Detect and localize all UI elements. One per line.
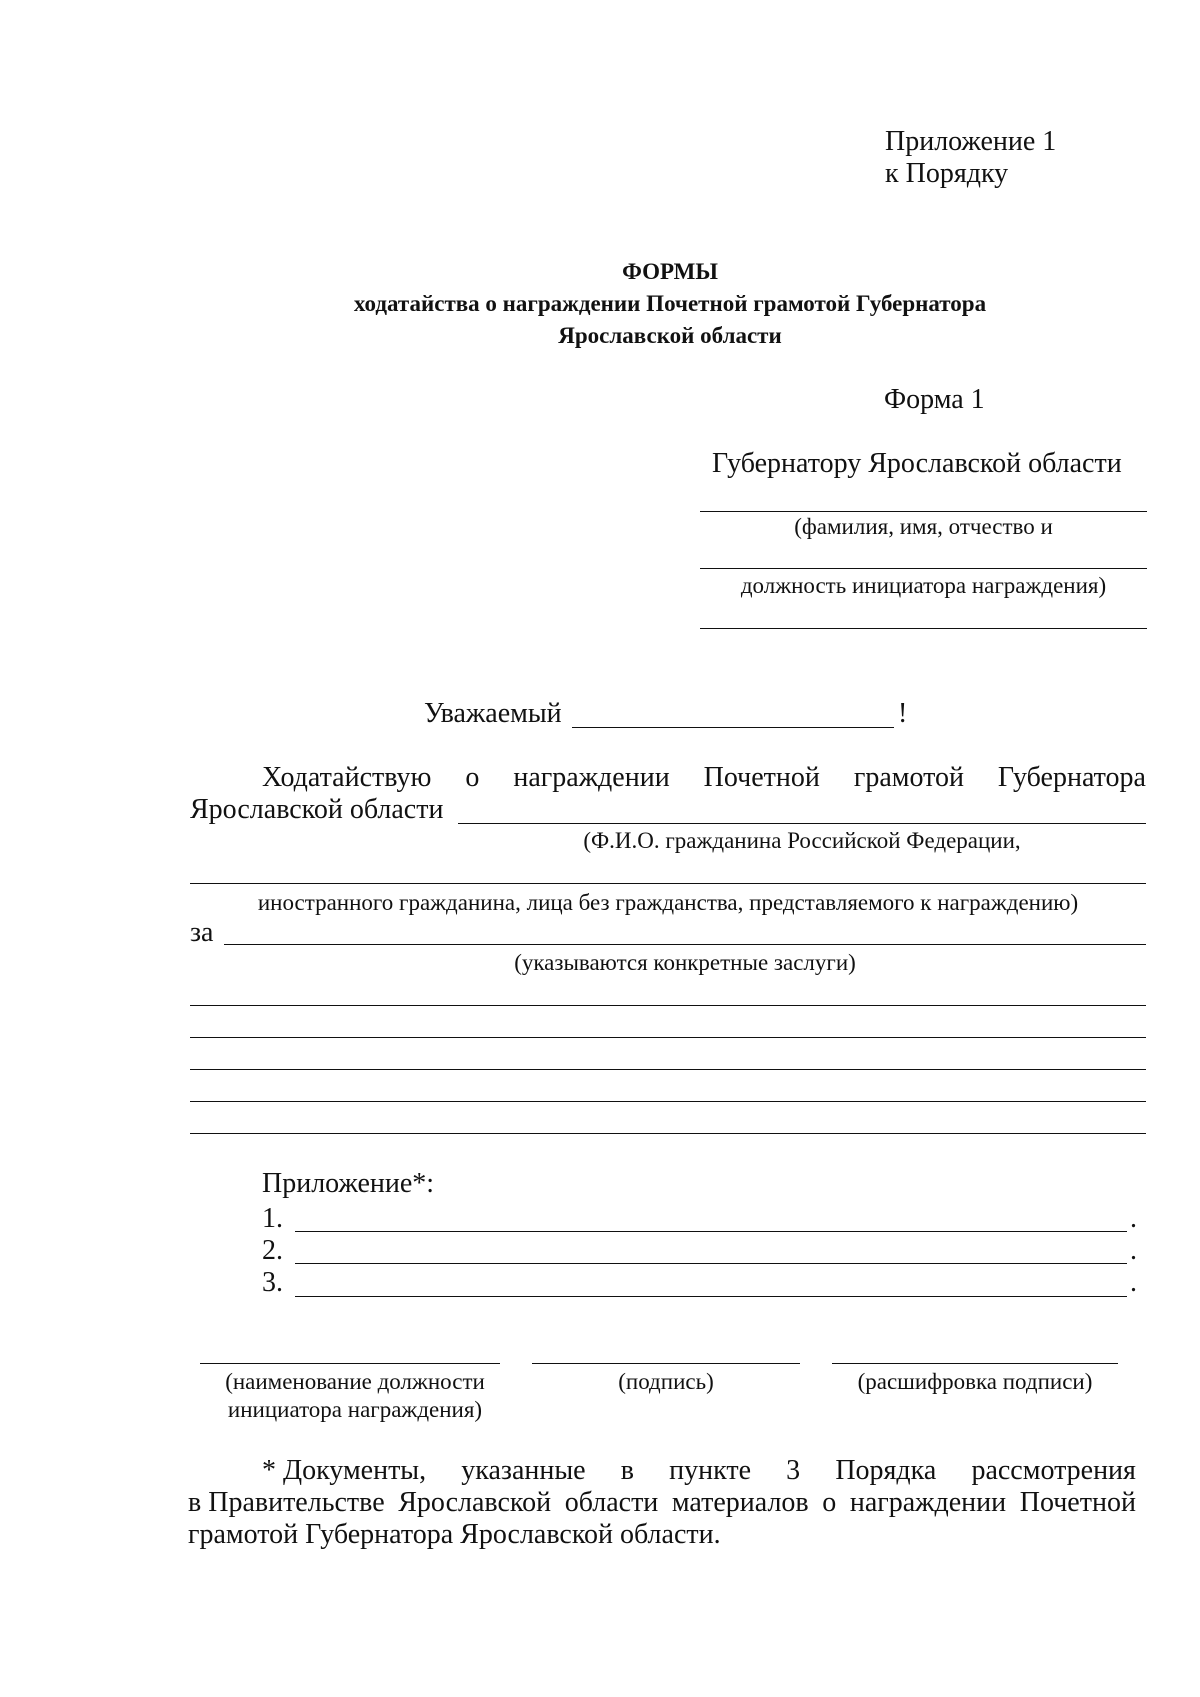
- greeting-name-line[interactable]: [572, 727, 894, 728]
- footnote-word: в Правительстве: [188, 1487, 385, 1518]
- merits-line[interactable]: [224, 944, 1146, 945]
- appendix-reference: к Порядку: [885, 158, 1009, 189]
- attachment-number: 2.: [262, 1235, 283, 1266]
- decoding-caption: (расшифровка подписи): [857, 1369, 1093, 1394]
- petition-line-2-label: Ярославской области: [190, 794, 444, 825]
- for-label: за: [190, 917, 214, 948]
- attachment-number: 1.: [262, 1203, 283, 1234]
- decoding-line[interactable]: [832, 1363, 1118, 1364]
- footnote-word: пункте: [669, 1455, 752, 1486]
- footnote-word: рассмотрения: [971, 1455, 1136, 1486]
- footnote-word: материалов: [671, 1487, 809, 1518]
- merits-line-5[interactable]: [190, 1133, 1146, 1134]
- caption-fio: (Ф.И.О. гражданина Российской Федерации,: [583, 828, 1021, 853]
- attachment-number: 3.: [262, 1267, 283, 1298]
- footnote-word: * Документы,: [262, 1455, 427, 1486]
- footnote-word: Порядка: [835, 1455, 937, 1486]
- signature-line[interactable]: [532, 1363, 800, 1364]
- merits-line-3[interactable]: [190, 1069, 1146, 1070]
- merits-line-1[interactable]: [190, 1005, 1146, 1006]
- attachment-end-mark: .: [1130, 1235, 1137, 1266]
- attachments-title: Приложение*:: [262, 1168, 435, 1199]
- footnote-word: о: [822, 1487, 837, 1518]
- document-subtitle: ходатайства о награждении Почетной грамотой Губернатора: [353, 291, 987, 316]
- footnote-word: Ярославской: [398, 1487, 552, 1518]
- petition-word: награждении: [513, 762, 670, 793]
- addressee-caption-1: (фамилия, имя, отчество и: [794, 514, 1053, 539]
- addressee-line-3[interactable]: [700, 628, 1147, 629]
- footnote-word: области: [564, 1487, 659, 1518]
- signature-caption: (подпись): [618, 1369, 714, 1394]
- attachment-line-2[interactable]: [295, 1263, 1127, 1264]
- position-caption-2: инициатора награждения): [227, 1397, 483, 1422]
- nominee-name-line-2[interactable]: [190, 883, 1146, 884]
- form-number: Форма 1: [884, 384, 985, 415]
- greeting-exclamation: !: [898, 698, 908, 729]
- footnote-line-2: [188, 1487, 1136, 1519]
- addressee-title: Губернатору Ярославской области: [712, 448, 1122, 479]
- attachment-line-1[interactable]: [295, 1231, 1127, 1232]
- addressee-caption-2: должность инициатора награждения): [740, 573, 1107, 598]
- nominee-name-line[interactable]: [458, 823, 1146, 824]
- addressee-line-1[interactable]: [700, 511, 1147, 512]
- petition-word: Ходатайствую: [262, 762, 432, 793]
- petition-word: Губернатора: [997, 762, 1146, 793]
- position-caption-1: (наименование должности: [225, 1369, 485, 1394]
- footnote-word: награждении: [849, 1487, 1007, 1518]
- addressee-line-2[interactable]: [700, 568, 1147, 569]
- petition-word: о: [465, 762, 480, 793]
- petition-word: грамотой: [853, 762, 964, 793]
- footnote-word: в: [620, 1455, 634, 1486]
- greeting-label: Уважаемый: [424, 698, 562, 729]
- petition-word: Почетной: [703, 762, 820, 793]
- position-line[interactable]: [200, 1363, 500, 1364]
- footnote-line-1: [262, 1455, 1136, 1487]
- footnote-line-3: грамотой Губернатора Ярославской области.: [188, 1519, 721, 1550]
- caption-foreign: иностранного гражданина, лица без гражданства, представляемого к награждению): [257, 890, 1079, 915]
- attachment-end-mark: .: [1130, 1267, 1137, 1298]
- attachment-line-3[interactable]: [295, 1296, 1127, 1297]
- petition-line-1: [262, 762, 1146, 794]
- merits-line-4[interactable]: [190, 1101, 1146, 1102]
- document-subtitle-region: Ярославской области: [558, 323, 782, 348]
- footnote-word: указанные: [461, 1455, 586, 1486]
- footnote-word: 3: [786, 1455, 801, 1486]
- caption-merits: (указываются конкретные заслуги): [514, 950, 856, 975]
- document-title: ФОРМЫ: [622, 259, 718, 284]
- merits-line-2[interactable]: [190, 1037, 1146, 1038]
- footnote-word: Почетной: [1019, 1487, 1136, 1518]
- appendix-number: Приложение 1: [885, 126, 1057, 157]
- attachment-end-mark: .: [1130, 1203, 1137, 1234]
